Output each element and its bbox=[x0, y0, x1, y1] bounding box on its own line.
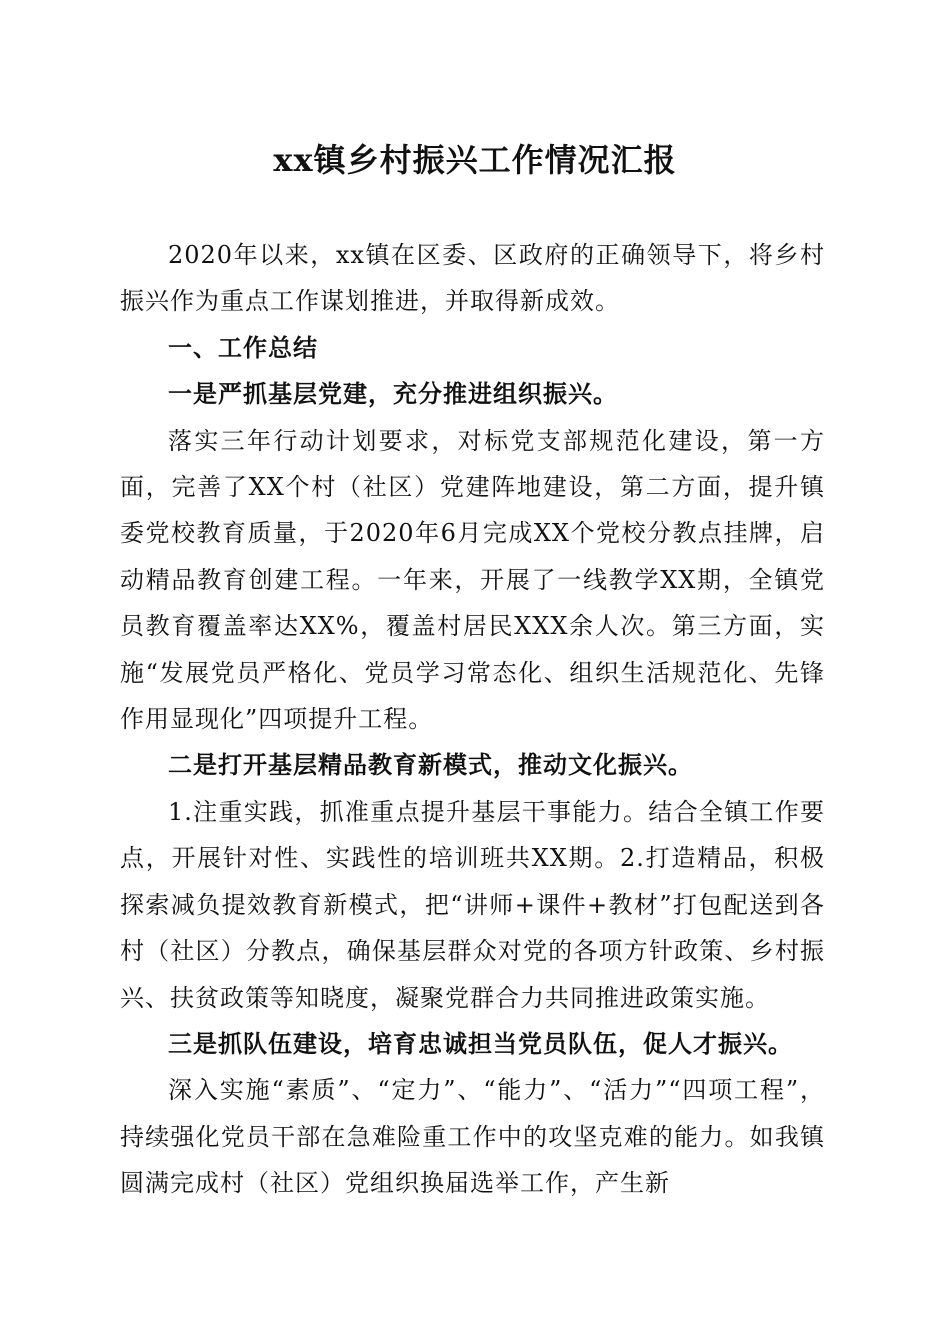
body-paragraph-team-building: 深入实施“素质”、“定力”、“能力”、“活力”“四项工程”，持续强化党员干部在急难险重工作中的攻坚克难的能力。如我镇圆满完成村（社区）党组织换届选举工作，产生新 bbox=[120, 1076, 825, 1198]
body-paragraph-education-model: 1.注重实践，抓准重点提升基层干事能力。结合全镇工作要点，开展针对性、实践性的培训班共XX期。2.打造精品，积极探索减负提效教育新模式，把“讲师+课件+教材”打包配送到各村（社区）分教点，确保基层群众对党的各项方针政策、乡村振兴、扶贫政策等知晓度，凝聚党群合力共同推进政策实施。 bbox=[120, 797, 825, 1012]
body-paragraph-party-building: 落实三年行动计划要求，对标党支部规范化建设，第一方面，完善了XX个村（社区）党建阵地建设，第二方面，提升镇委党校教育质量，于2020年6月完成XX个党校分教点挂牌，启动精品教育创建工程。一年来，开展了一线教学XX期，全镇党员教育覆盖率达XX%，覆盖村居民XXX余人次。第三方面，实施“发展党员严格化、党员学习常态化、组织生活规范化、先锋作用显现化”四项提升工程。 bbox=[120, 426, 825, 734]
subheading-culture-revitalization: 二是打开基层精品教育新模式，推动文化振兴。 bbox=[168, 750, 693, 780]
subheading-talent-revitalization: 三是抓队伍建设，培育忠诚担当党员队伍，促人才振兴。 bbox=[168, 1028, 793, 1058]
intro-paragraph: 2020年以来，xx镇在区委、区政府的正确领导下，将乡村振兴作为重点工作谋划推进，并取得新成效。 bbox=[120, 241, 825, 316]
subheading-organization-revitalization: 一是严抓基层党建，充分推进组织振兴。 bbox=[168, 379, 618, 409]
section-heading-work-summary: 一、工作总结 bbox=[168, 332, 318, 362]
document-body bbox=[120, 232, 825, 1207]
document-title: xx镇乡村振兴工作情况汇报 bbox=[273, 141, 677, 179]
